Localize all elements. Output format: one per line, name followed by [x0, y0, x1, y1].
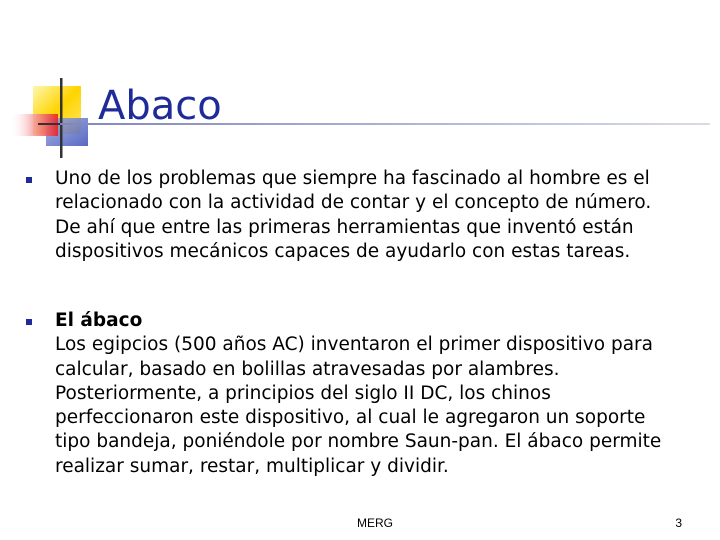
bullet-heading: El ábaco: [55, 310, 143, 331]
text-line: tipo bandeja, poniéndole por nombre Saun-pan. El ábaco permite: [55, 431, 662, 453]
page-number: 3: [675, 516, 682, 530]
text-line: calcular, basado en bolillas atravesadas por alambres.: [55, 358, 560, 380]
bullet-paragraph-1: [55, 167, 705, 264]
footer-author: MERG: [357, 516, 393, 530]
text-line: perfeccionaron este dispositivo, al cual le agregaron un soporte: [55, 407, 646, 429]
logo-vertical-line: [60, 78, 63, 158]
text-line: Posteriormente, a principios del siglo II DC, los chinos: [55, 382, 551, 404]
slide-title: Abaco: [98, 83, 222, 129]
bullet-marker-2: [26, 319, 32, 325]
text-line: Uno de los problemas que siempre ha fascinado al hombre es el: [55, 168, 650, 189]
text-line: De ahí que entre las primeras herramientas que inventó están: [55, 216, 634, 238]
bullet-marker-1: [26, 177, 32, 183]
text-line: Los egipcios (500 años AC) inventaron el primer dispositivo para: [55, 334, 653, 356]
text-line: relacionado con la actividad de contar y el concepto de número.: [55, 192, 652, 214]
text-line: realizar sumar, restar, multiplicar y dividir.: [55, 455, 449, 477]
text-line: dispositivos mecánicos capaces de ayudarlo con estas tareas.: [55, 240, 631, 262]
bullet-paragraph-2: [55, 309, 705, 479]
